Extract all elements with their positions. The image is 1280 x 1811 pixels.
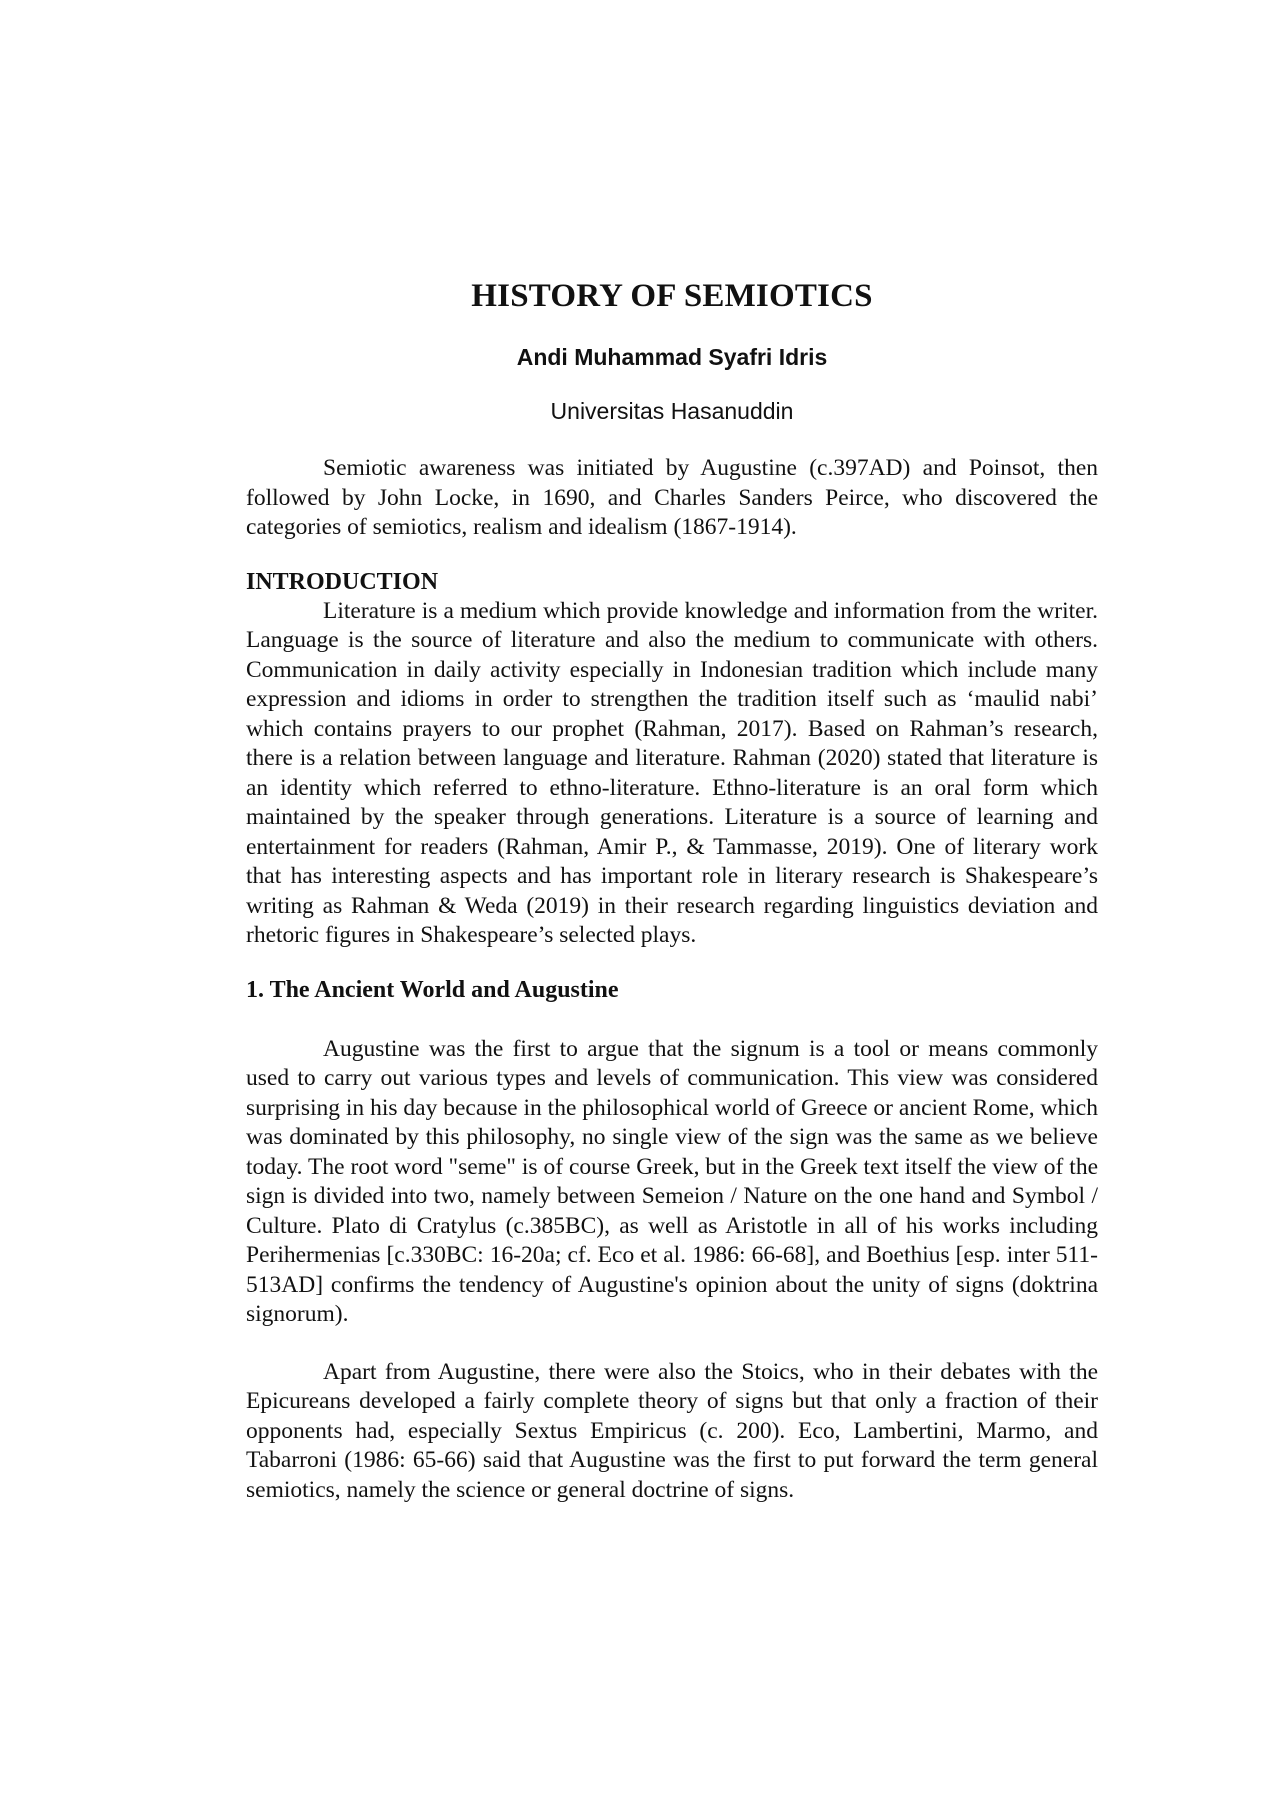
paper-title: HISTORY OF SEMIOTICS [471, 278, 873, 314]
introduction-paragraph: Literature is a medium which provide knowledge and information from the writer. Language is the source of literature and also the medium to communicate with others. Communication in daily activity especially in Indonesian tradition which include many expression and idioms in order to strengthen the tradition itself such as ‘maulid nabi’ which contains prayers to our prophet (Rahman, 2017). Based on Rahman’s research, there is a relation between language and literature. Rahman (2020) stated that literature is an identity which referred to ethno-literature. Ethno-literature is an oral form which maintained by the speaker through generations. Literature is a source of learning and entertainment for readers (Rahman, Amir P., & Tammasse, 2019). One of literary work that has interesting aspects and has important role in literary research is Shakespeare’s writing as Rahman & Weda (2019) in their research regarding linguistics deviation and rhetoric figures in Shakespeare’s selected plays. [246, 597, 1098, 948]
section-1-heading: 1. The Ancient World and Augustine [246, 976, 619, 1003]
introduction-heading: INTRODUCTION [246, 568, 439, 595]
section-1-paragraph-1: Augustine was the first to argue that the signum is a tool or means commonly used to carry out various types and levels of communication. This view was considered surprising in his day because in the philosophical world of Greece or ancient Rome, which was dominated by this philosophy, no single view of the sign was the same as we believe today. The root word "seme" is of course Greek, but in the Greek text itself the view of the sign is divided into two, namely between Semeion / Nature on the one hand and Symbol / Culture. Plato di Cratylus (c.385BC), as well as Aristotle in all of his works including Perihermenias [c.330BC: 16-20a; cf. Eco et al. 1986: 66-68], and Boethius [esp. inter 511-513AD] confirms the tendency of Augustine's opinion about the unity of signs (doktrina signorum). [246, 1035, 1098, 1327]
author-name: Andi Muhammad Syafri Idris [516, 344, 828, 370]
section-1-paragraph-2: Apart from Augustine, there were also the Stoics, who in their debates with the Epicureans developed a fairly complete theory of signs but that only a fraction of their opponents had, especially Sextus Empiricus (c. 200). Eco, Lambertini, Marmo, and Tabarroni (1986: 65-66) said that Augustine was the first to put forward the term general semiotics, namely the science or general doctrine of signs. [246, 1358, 1098, 1503]
document-page [246, 270, 1098, 1505]
abstract-paragraph: Semiotic awareness was initiated by Augustine (c.397AD) and Poinsot, then followed by John Locke, in 1690, and Charles Sanders Peirce, who discovered the categories of semiotics, realism and idealism (1867-1914). [246, 455, 1098, 540]
author-affiliation: Universitas Hasanuddin [550, 398, 794, 424]
